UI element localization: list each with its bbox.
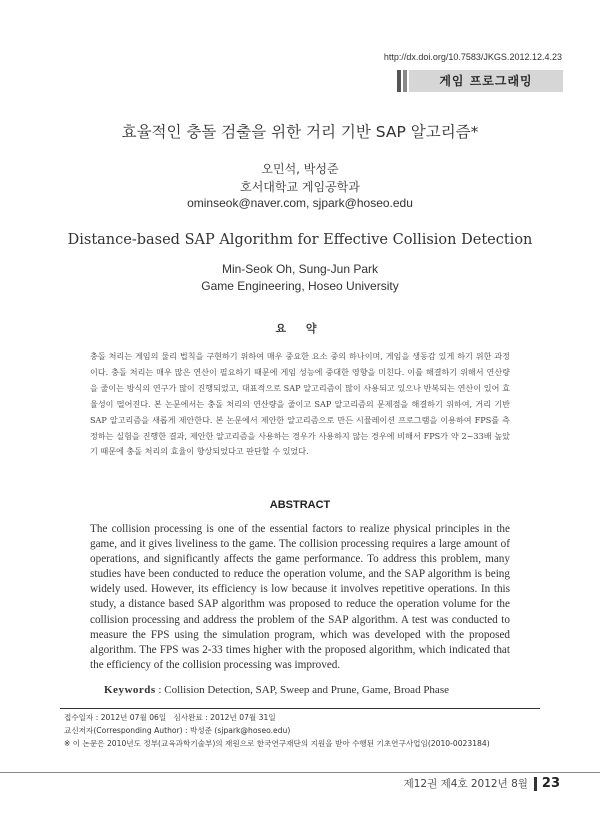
journal-volume-info: 제12권 제4호 2012년 8월 — [403, 778, 528, 790]
section-tick-light — [403, 70, 407, 92]
section-tag — [397, 70, 563, 92]
page-number: 23 — [541, 776, 560, 791]
abstract-korean: 충돌 처리는 게임의 물리 법칙을 구현하기 위하여 매우 중요한 요소 중의 하나이며, 게임을 생동감 있게 하기 위한 과정이다. 충돌 처리는 매우 많은 연산이 필요하기 때문에 게임 성능에 중대한 영향을 미친다. 이를 해결하기 위해서 연산량을 줄이는 방식의 연구가 많이 진행되었고, 대표적으로 SAP 알고리즘이 많이 사용되고 있으나 반복되는 연산이 있어 효율성이 떨어진다. 본 논문에서는 충돌 처리의 연산량을 줄이고 SAP 알고리즘의 문제점을 해결하기 위하여, 거리 기반 SAP 알고리즘을 새롭게 제안한다. 본 논문에서 제안한 알고리즘으로 만든 시뮬레이션 프로그램을 이용하여 FPS를 측정하는 실험을 진행한 결과, 제안한 알고리즘을 사용하는 경우가 사용하지 않는 경우에 비해서 FPS가 약 2~33배 높았기 때문에 충돌 처리의 효율이 향상되었다고 판단할 수 있었다. — [90, 351, 510, 457]
affiliation-english: Game Engineering, Hoseo University — [201, 279, 399, 293]
keywords-text: Collision Detection, SAP, Sweep and Prune, Game, Broad Phase — [164, 684, 449, 696]
authors-korean: 오민석, 박성준 — [261, 162, 339, 176]
author-emails: ominseok@naver.com, sjpark@hoseo.edu — [187, 196, 413, 210]
doi-link[interactable]: http://dx.doi.org/10.7583/JKGS.2012.12.4.23 — [383, 52, 562, 62]
keywords-label: Keywords — [104, 684, 156, 696]
footer-separator-bar — [534, 777, 537, 791]
page-footer-divider — [0, 772, 600, 773]
abstract-heading-korean: 요 약 — [275, 322, 325, 335]
keywords-separator: : — [155, 684, 165, 696]
paper-title-korean: 효율적인 충돌 검출을 위한 거리 기반 SAP 알고리즘* — [121, 123, 479, 141]
abstract-english: The collision processing is one of the essential factors to realize physical principles in the game, and it gives liveliness to the game. The collision processing requires a large amount of operations, and significantly affects the game performance. To address this problem, many studies have been conducted to reduce the operation volume, and the SAP algorithm is being widely used. However, its efficiency is low because it involves repetitive operations. In this study, a distance based SAP algorithm was proposed to reduce the operation volume for the collision processing and address the problem of the SAP algorithm. A test was conducted to measure the FPS using the simulation program, which was developed with the proposed algorithm. The FPS was 2-33 times higher with the proposed algorithm, which indicated that the efficiency of the collision processing was improved. — [90, 523, 510, 671]
footnote-dates: 접수일자 : 2012년 07월 06일 심사완료 : 2012년 07월 31일 — [64, 713, 276, 722]
footnote-corresponding-author: 교신저자(Corresponding Author) : 박성준 (sjpark@hoseo.edu) — [64, 726, 291, 735]
page-footer — [404, 776, 560, 791]
footnote-funding: ※ 이 논문은 2010년도 정부(교육과학기술부)의 재원으로 한국연구재단의 지원을 받아 수행된 기초연구사업임(2010-0023184) — [64, 739, 490, 748]
footnote-divider — [60, 708, 540, 709]
paper-title-english: Distance-based SAP Algorithm for Effective Collision Detection — [67, 232, 533, 248]
affiliation-korean: 호서대학교 게임공학과 — [240, 180, 360, 194]
abstract-heading-english: ABSTRACT — [269, 499, 331, 511]
section-tick-dark — [397, 70, 401, 92]
section-label: 게임 프로그래밍 — [409, 70, 563, 92]
keywords-line — [104, 684, 524, 696]
authors-english: Min-Seok Oh, Sung-Jun Park — [221, 262, 379, 276]
